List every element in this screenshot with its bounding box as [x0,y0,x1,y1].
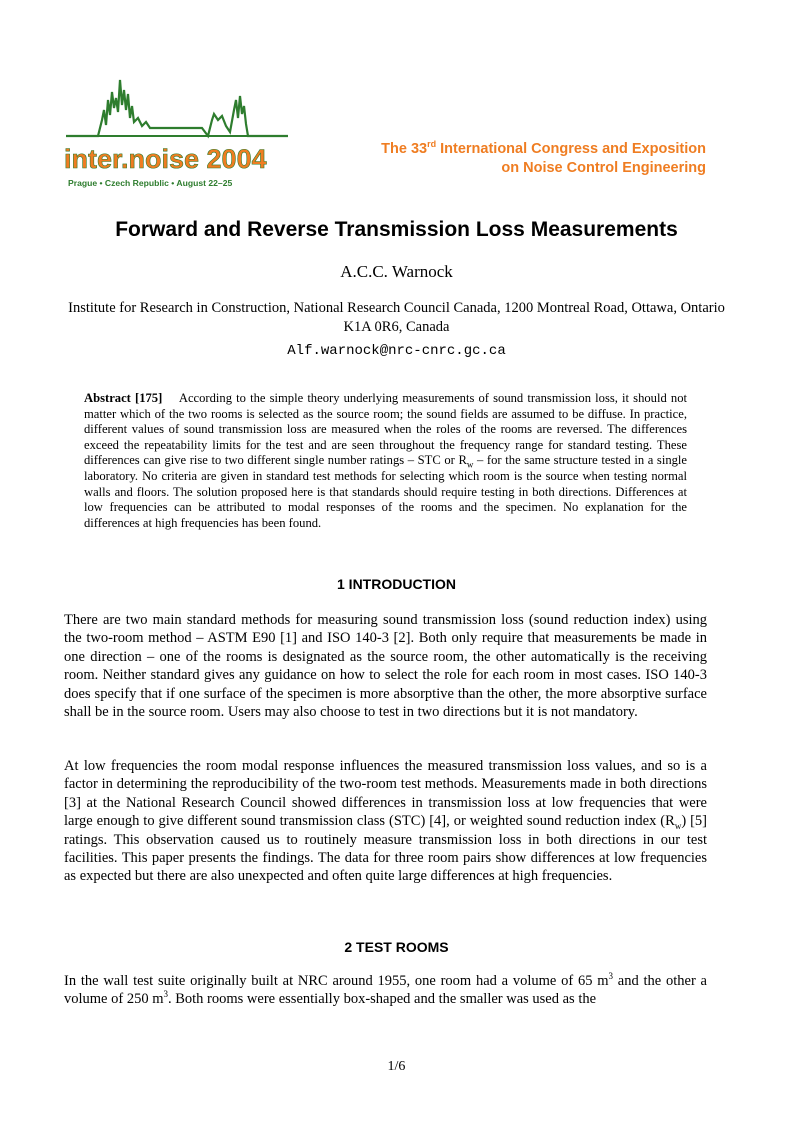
abstract: Abstract [175] According to the simple theory underlying measurements of sound transmission loss, it should not matter which of the two rooms is selected as the source room; the sound fields are assumed to be diffuse. In practice, different values of sound transmission loss are measured when the roles of the rooms are reversed. The differences exceed the repeatability limits for the test and are seen throughout the frequency range for standard testing. These differences can give rise to two different single number ratings – STC or $R_w$ – for the same structure tested in a single laboratory. No criteria are given in standard test methods for selecting which room is the source when testing normal walls and floors. The solution proposed here is that standards should require testing in both directions. Differences at low frequencies can be attributed to modal responses of the rooms and the specimen. No explanation for the differences at high frequencies has been found. [84,391,688,530]
congress-line-1: The 33rd International Congress and Exposition [381,139,706,157]
page-number: 1/6 [387,1059,406,1074]
logo-wordmark: inter.noise 2004 [64,144,267,174]
paper-title: Forward and Reverse Transmission Loss Measurements [115,218,678,241]
logo-tagline: Prague • Czech Republic • August 22–25 [68,178,233,188]
section-heading-test-rooms: 2 TEST ROOMS [344,939,449,955]
author-email: Alf.warnock@nrc-cnrc.gc.ca [287,343,506,359]
congress-line-2: on Noise Control Engineering [501,160,706,176]
test-rooms-paragraph: In the wall test suite originally built at NRC around 1955, one room had a volume of 65 $m^3$ and the other a volume of 250 $m^3$. Both rooms were essentially box-shaped and the smaller was used as the [64,971,707,1008]
section-heading-introduction: 1 INTRODUCTION [337,576,456,592]
conference-logo [62,70,294,192]
author-name: A.C.C. Warnock [340,262,453,281]
intro-paragraph-2: At low frequencies the room modal response influences the measured transmission loss values, and so is a factor in determining the reproducibility of the two-room test methods. Measurements made in both directions [3] at the National Research Council showed differences in transmission loss at low frequencies that were large enough to give different sound transmission class (STC) [4], or weighted sound reduction index $(R_w)$ [5] ratings. This observation caused us to routinely measure transmission loss in both directions in our test facilities. This paper presents the findings. The data for three room pairs show differences at low frequencies as expected but there are also unexpected and often quite large differences at high frequencies. [64,758,707,885]
skyline-graphic [62,70,294,192]
abstract-label: Abstract [175] [84,391,163,405]
affiliation: Institute for Research in Construction, National Research Council Canada, 1200 Montreal Road, Ottawa, Ontario K1A 0R6, Canada [68,300,725,335]
intro-paragraph-1: There are two main standard methods for measuring sound transmission loss (sound reduction index) using the two-room method – ASTM E90 [1] and ISO 140-3 [2]. Both only require that measurements be made in one direction – one of the rooms is designated as the source room, the other automatically is the receiving room. Neither standard gives any guidance on how to select the role for each room in most cases. ISO 140-3 does specify that if one surface of the specimen is more absorptive than the other, the more absorptive surface shall be in the source room. Users may also choose to test in two directions but it is not mandatory. [64,612,707,721]
congress-title [381,140,706,178]
ordinal-superscript: rd [427,139,437,150]
